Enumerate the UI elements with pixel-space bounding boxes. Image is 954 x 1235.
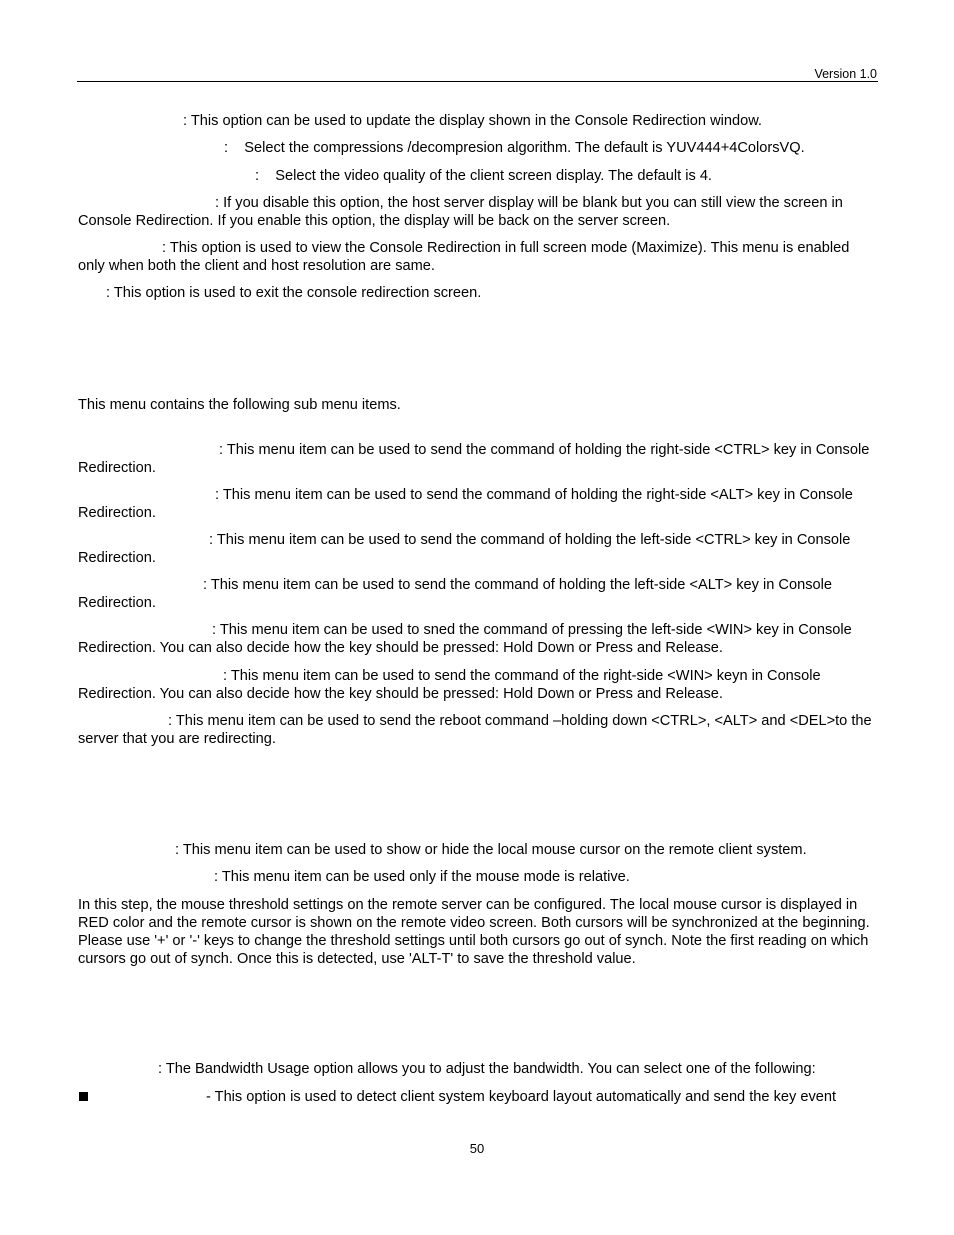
header-divider [77,81,878,82]
bandwidth-usage-description: : The Bandwidth Usage option allows you to adjust the bandwidth. You can select one of the following: [158,1061,816,1077]
version-label: Version 1.0 [814,67,877,81]
keyboard-menu-intro: This menu contains the following sub menu items. [78,397,401,413]
mouse-calibration-description: : This menu item can be used only if the mouse mode is relative. [214,869,630,885]
left-windows-key-description: : This menu item can be used to sned the command of pressing the left-side <WIN> key in Console Redirection. You can also decide how the key should be pressed: Hold Down or Press and Release. [78,622,852,656]
hold-right-ctrl-description: : This menu item can be used to send the command of holding the right-side <CTRL> key in Console Redirection. [78,442,870,476]
refresh-video-description: : This option can be used to update the display shown in the Console Redirection window. [183,113,762,129]
mouse-threshold-paragraph: In this step, the mouse threshold settings on the remote server can be configured. The local mouse cursor is displayed in RED color and the remote cursor is shown on the remote video screen. Both cursors will be synchronized at the beginning. Please use '+' or '-' keys to change the threshold settings until both cursors go out of synch. Note the first reading on which cursors go out of synch. Once this is detected, use 'ALT-T' to save the threshold value. [78,897,870,967]
full-screen-description: : This option is used to view the Console Redirection in full screen mode (Maximize). This menu is enabled only when both the client and host resolution are same. [78,240,850,274]
host-display-description: : If you disable this option, the host server display will be blank but you can still view the screen in Console Redirection. If you enable this option, the display will be back on the server screen. [78,195,843,229]
keyboard-language-description: - This option is used to detect client system keyboard layout automatically and send the key event [206,1089,837,1105]
exit-description: : This option is used to exit the console redirection screen. [106,285,482,301]
hold-right-alt-description: : This menu item can be used to send the command of holding the right-side <ALT> key in Console Redirection. [78,487,853,521]
hold-left-ctrl-description: : This menu item can be used to send the command of holding the left-side <CTRL> key in Console Redirection. [78,532,851,566]
square-bullet-icon [79,1092,88,1101]
right-windows-key-description: : This menu item can be used to send the command of the right-side <WIN> keyn in Console Redirection. You can also decide how the key should be pressed: Hold Down or Press and Release. [78,668,821,702]
ctrl-alt-del-description: : This menu item can be used to send the reboot command –holding down <CTRL>, <ALT> and <DEL>to the server that you are redirecting. [78,713,872,747]
page-number: 50 [469,1141,485,1156]
hold-left-alt-description: : This menu item can be used to send the command of holding the left-side <ALT> key in Console Redirection. [78,577,832,611]
video-quality-description: : Select the video quality of the client screen display. The default is 4. [255,168,712,184]
show-cursor-description: : This menu item can be used to show or hide the local mouse cursor on the remote client system. [175,842,807,858]
compression-description: : Select the compressions /decompresion algorithm. The default is YUV444+4ColorsVQ. [224,140,805,156]
